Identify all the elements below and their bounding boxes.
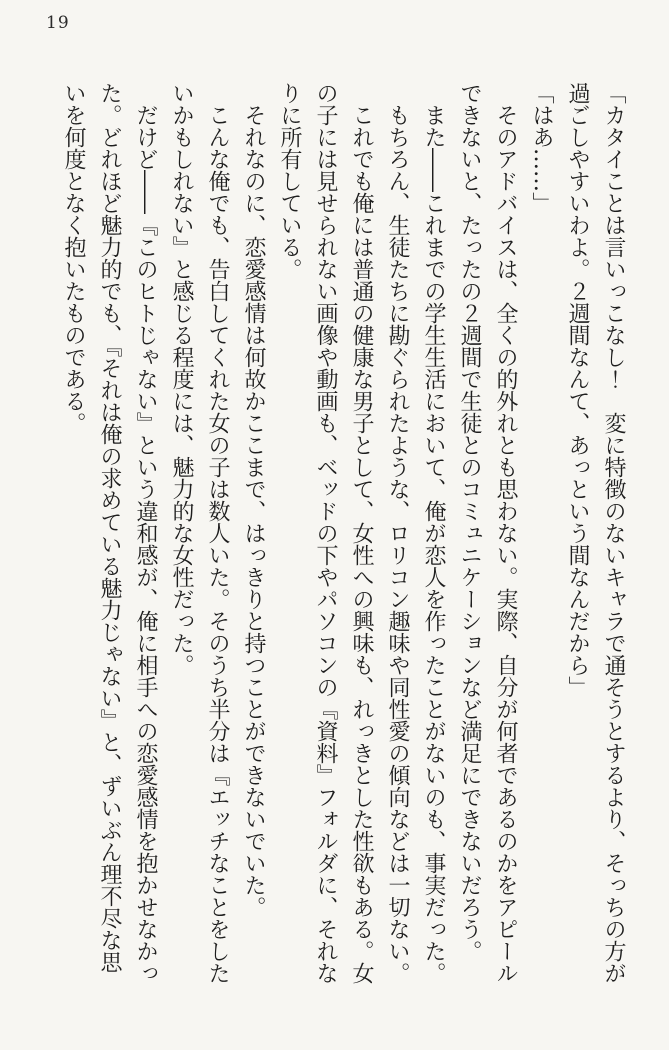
- paragraph: これでも俺には普通の健康な男子として、女性への興味も、れっきとした性欲もある。女の子には見せられない画像や動画も、ベッドの下やパソコンの『資料』フォルダに、それなりに所有している。: [277, 82, 374, 984]
- paragraph: もちろん、生徒たちに勘ぐられたような、ロリコン趣味や同性愛の傾向などは一切ない。: [385, 104, 410, 984]
- paragraph: 「カタイことは言いっこなし！ 変に特徴のないキャラで通そうとするより、そっちの方が過ごしやすいわよ。２週間なんて、あっという間なんだから」: [565, 82, 626, 984]
- paragraph: また――これまでの学生生活において、俺が恋人を作ったことがないのも、事実だった。: [421, 104, 446, 984]
- page-number: 19: [46, 13, 70, 33]
- text-area: [53, 82, 631, 987]
- paragraph: 「はあ……」: [529, 82, 554, 214]
- paragraph: そのアドバイスは、全くの的外れとも思わない。実際、自分が何者であるのかをアピールできないと、たったの２週間で生徒とのコミュニケーションなど満足にできないだろう。: [457, 82, 518, 984]
- paragraph: それなのに、恋愛感情は何故かここまで、はっきりと持つことができないでいた。: [241, 104, 266, 918]
- paragraph: こんな俺でも、告白してくれた女の子は数人いた。そのうち半分は『エッチなことをしたいかもしれない』と感じる程度には、魅力的な女性だった。: [169, 82, 230, 984]
- paragraph: だけど――『このヒトじゃない』という違和感が、俺に相手への恋愛感情を抱かせなかった。どれほど魅力的でも、『それは俺の求めている魅力じゃない』と、ずいぶん理不尽な思いを何度となく抱いたものである。: [61, 82, 158, 984]
